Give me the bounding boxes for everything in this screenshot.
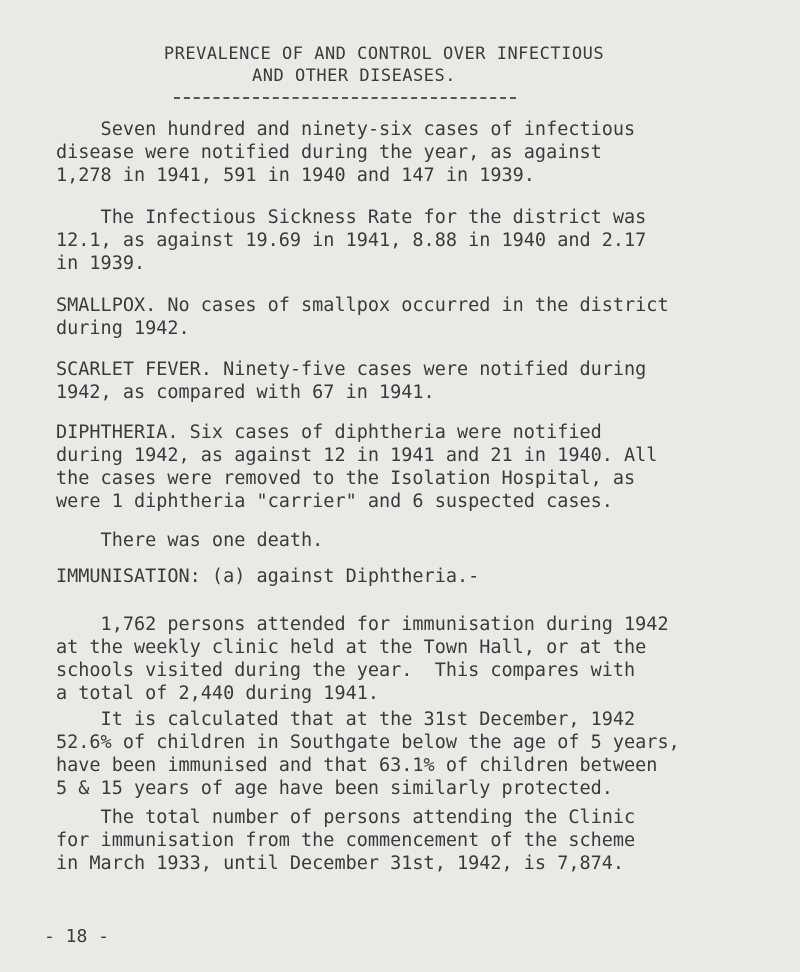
- heading-line-1: PREVALENCE OF AND CONTROL OVER INFECTIOUS: [163, 44, 605, 64]
- heading-rule: [174, 97, 516, 99]
- paragraph-immunisation-calculated: It is calculated that at the 31st December, 1942 52.6% of children in Southgate below the age of 5 years, have been immunised and that 63.1% of children between 5 & 15 years of age have been similarly protected.: [56, 709, 680, 799]
- page-number: - 18 -: [44, 926, 110, 947]
- immunisation-heading: IMMUNISATION: (a) against Diphtheria.-: [56, 566, 480, 587]
- paragraph-smallpox: SMALLPOX. No cases of smallpox occurred in the district during 1942.: [56, 295, 669, 339]
- paragraph-immunisation-attended: 1,762 persons attended for immunisation during 1942 at the weekly clinic held at the Town Hall, or at the schools visited during the year. This compares with a total of 2,440 during 1941.: [56, 614, 669, 704]
- paragraph-sickness-rate: The Infectious Sickness Rate for the district was 12.1, as against 19.69 in 1941, 8.88 in 1940 and 2.17 in 1939.: [56, 207, 647, 274]
- paragraph-death: There was one death.: [56, 530, 324, 551]
- paragraph-scarlet-fever: SCARLET FEVER. Ninety-five cases were notified during 1942, as compared with 67 in 1941.: [56, 359, 647, 403]
- paragraph-notified: Seven hundred and ninety-six cases of infectious disease were notified during the year, as against 1,278 in 1941, 591 in 1940 and 147 in 1939.: [56, 119, 636, 186]
- heading-line-2: AND OTHER DISEASES.: [252, 66, 456, 86]
- paragraph-immunisation-total: The total number of persons attending the Clinic for immunisation from the commencement of the scheme in March 1933, until December 31st, 1942, is 7,874.: [56, 807, 636, 874]
- paragraph-diphtheria: DIPHTHERIA. Six cases of diphtheria were notified during 1942, as against 12 in 1941 and 21 in 1940. All the cases were removed to the Isolation Hospital, as were 1 diphtheria "carrier" and 6 suspected cases.: [56, 422, 658, 512]
